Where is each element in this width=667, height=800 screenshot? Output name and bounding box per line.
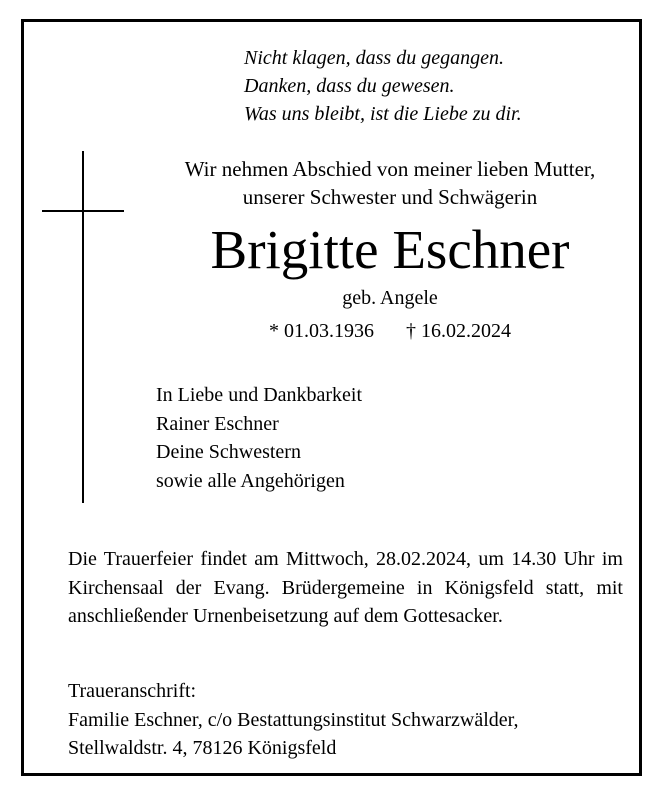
address-line: Stellwaldstr. 4, 78126 Königsfeld [68,737,337,759]
deceased-name: Brigitte Eschner [210,219,570,280]
ceremony-info: Die Trauerfeier findet am Mittwoch, 28.02.2024, um 14.30 Uhr im Kirchensaal der Evang. Brüdergemeine in Königsfeld statt, mit anschließender Urnenbeisetzung auf dem Gottesacker. [68,548,623,627]
mourners-line: In Liebe und Dankbarkeit [156,384,363,406]
announcement [130,155,650,211]
address-label: Traueranschrift: [68,680,197,702]
maiden-name: geb. Angele [342,287,438,309]
mourners-line: sowie alle Angehörigen [156,469,345,492]
cross-vertical-bar [82,151,84,503]
cross-horizontal-bar [42,210,124,212]
death-date: † 16.02.2024 [406,320,511,342]
announcement-line: Wir nehmen Abschied von meiner lieben Mutter, [184,157,596,181]
mourners-line: Deine Schwestern [156,441,301,463]
mourning-address [68,677,519,763]
poem-line: Danken, dass du gewesen. [244,75,455,97]
poem [244,44,522,128]
mourners-list [156,381,362,495]
mourners-line: Rainer Eschner [156,412,279,435]
poem-line: Nicht klagen, dass du gegangen. [244,47,504,69]
life-dates [130,318,650,344]
birth-date: * 01.03.1936 [269,320,374,342]
announcement-line: unserer Schwester und Schwägerin [242,185,538,209]
address-line: Familie Eschner, c/o Bestattungsinstitut Schwarzwälder, [68,708,519,731]
poem-line: Was uns bleibt, ist die Liebe zu dir. [244,103,522,125]
